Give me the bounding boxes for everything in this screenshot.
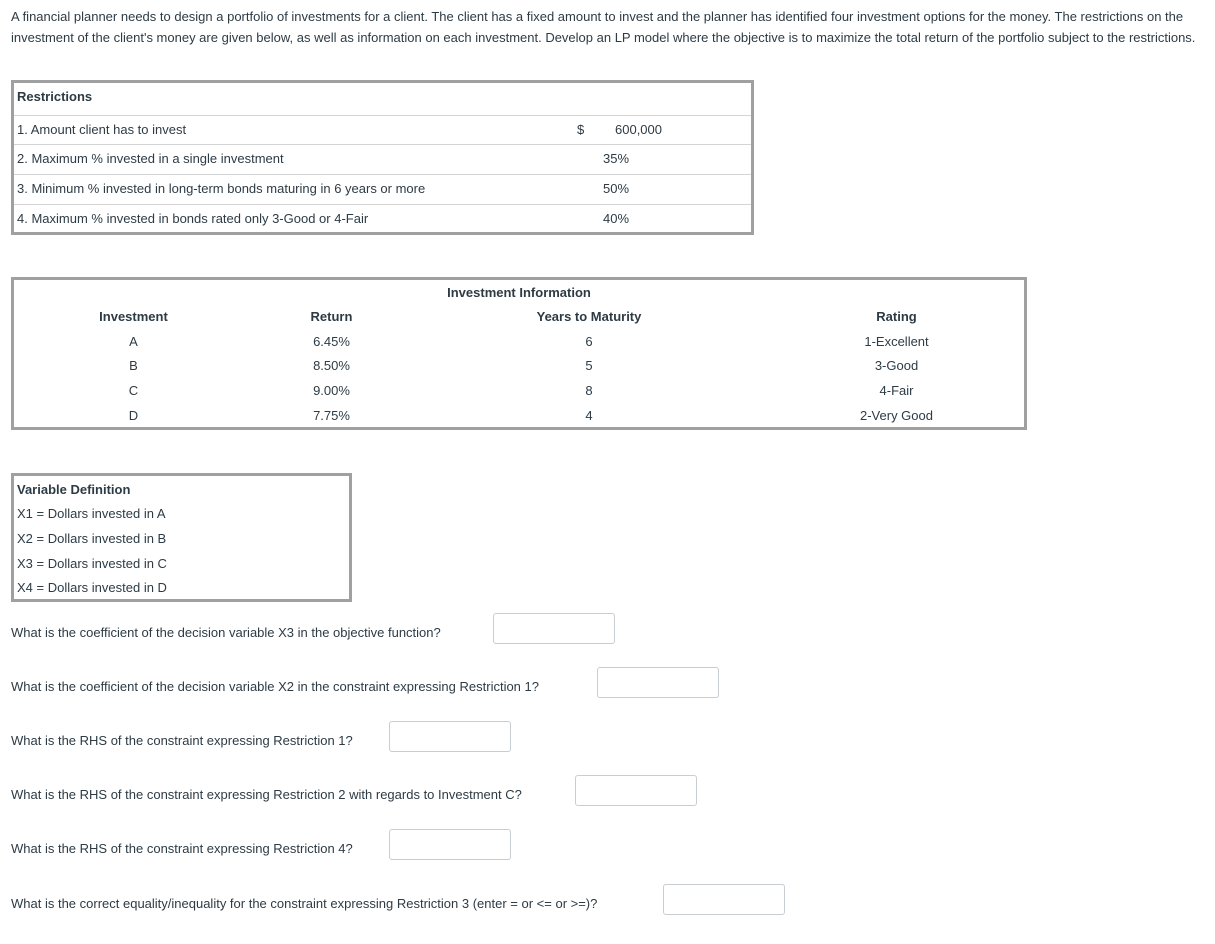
variable-row: X2 = Dollars invested in B xyxy=(17,531,167,546)
column-header: Years to Maturity xyxy=(536,309,642,324)
table-cell: 7.75% xyxy=(313,408,350,423)
table-cell: 6.45% xyxy=(313,334,350,349)
variable-definition-title: Variable Definition xyxy=(17,482,131,497)
table-row xyxy=(14,334,1024,358)
restrictions-table xyxy=(11,80,754,235)
table-header-row xyxy=(14,309,1024,333)
question-text: What is the coefficient of the decision variable X3 in the objective function? xyxy=(11,625,441,640)
table-cell: 3-Good xyxy=(874,358,919,373)
answer-input-rhs-restriction1[interactable] xyxy=(389,721,511,752)
restriction-label: 2. Maximum % invested in a single investment xyxy=(17,151,284,166)
restriction-label: 4. Maximum % invested in bonds rated only 3-Good or 4-Fair xyxy=(17,211,369,226)
answer-input-x2-restriction1[interactable] xyxy=(597,667,719,698)
table-cell: A xyxy=(129,334,138,349)
restrictions-title: Restrictions xyxy=(17,89,93,104)
problem-statement: A financial planner needs to design a portfolio of investments for a client. The client has a fixed amount to invest and the planner has identified four investment options for the money. The restrictions on the investment of the client's money are given below, as well as information on each investment. Develop an LP model where the objective is to maximize the total return of the portfolio subject to the restrictions. xyxy=(11,9,1196,45)
restriction-label: 3. Minimum % invested in long-term bonds maturing in 6 years or more xyxy=(17,181,426,196)
table-cell: D xyxy=(128,408,139,423)
table-cell: 5 xyxy=(585,358,593,373)
table-row xyxy=(14,408,1024,432)
restriction-label: 1. Amount client has to invest xyxy=(17,122,187,137)
table-cell: 2-Very Good xyxy=(860,408,933,423)
answer-input-restriction3-inequality[interactable] xyxy=(663,884,785,915)
table-cell: B xyxy=(129,358,138,373)
restriction-value: 35% xyxy=(602,151,630,166)
restriction-value: 40% xyxy=(602,211,630,226)
currency-symbol: $ xyxy=(577,122,585,137)
variable-definition-table xyxy=(11,473,352,602)
table-cell: 6 xyxy=(585,334,593,349)
variable-row: X1 = Dollars invested in A xyxy=(17,506,166,521)
table-cell: 9.00% xyxy=(313,383,350,398)
answer-input-rhs-restriction4[interactable] xyxy=(389,829,511,860)
table-cell: 8.50% xyxy=(313,358,350,373)
table-cell: 4-Fair xyxy=(879,383,914,398)
variable-row: X3 = Dollars invested in C xyxy=(17,556,167,571)
question-text: What is the RHS of the constraint expressing Restriction 1? xyxy=(11,733,353,748)
question-text: What is the coefficient of the decision variable X2 in the constraint expressing Restriction 1? xyxy=(11,679,539,694)
table-cell: 1-Excellent xyxy=(864,334,929,349)
question-text: What is the correct equality/inequality for the constraint expressing Restriction 3 (enter = or <= or >=)? xyxy=(11,896,598,911)
variable-row: X4 = Dollars invested in D xyxy=(17,580,167,595)
restriction-row xyxy=(14,204,751,233)
restriction-value: 50% xyxy=(602,181,630,196)
table-row xyxy=(14,358,1024,382)
question-text: What is the RHS of the constraint expressing Restriction 2 with regards to Investment C? xyxy=(11,787,522,802)
table-row xyxy=(14,383,1024,407)
column-header: Return xyxy=(310,309,353,324)
investment-info-title: Investment Information xyxy=(447,285,591,300)
question-text: What is the RHS of the constraint expressing Restriction 4? xyxy=(11,841,353,856)
investment-info-table xyxy=(11,277,1027,430)
table-cell: 4 xyxy=(585,408,593,423)
column-header: Investment xyxy=(99,309,168,324)
answer-input-x3-objective[interactable] xyxy=(493,613,615,644)
column-header: Rating xyxy=(876,309,917,324)
restriction-row xyxy=(14,144,751,173)
restriction-row xyxy=(14,115,751,144)
answer-input-rhs-restriction2[interactable] xyxy=(575,775,697,806)
restriction-row xyxy=(14,174,751,203)
restriction-value: 600,000 xyxy=(615,122,662,137)
table-cell: C xyxy=(128,383,139,398)
table-cell: 8 xyxy=(585,383,593,398)
